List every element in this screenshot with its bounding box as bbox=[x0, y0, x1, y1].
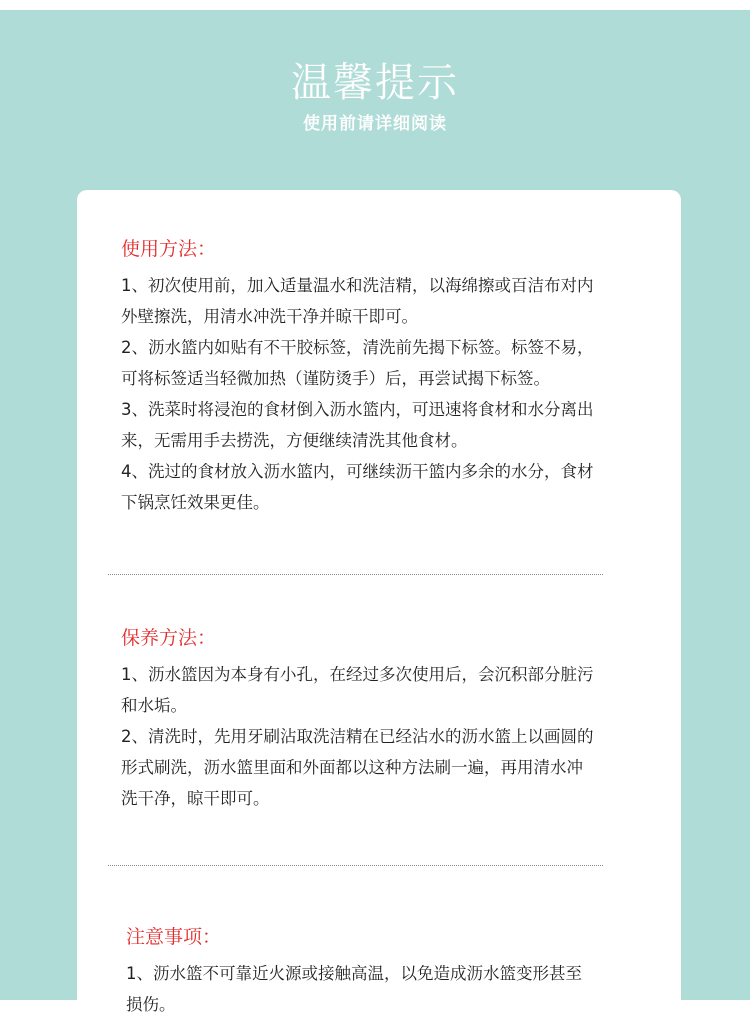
usage-line: 可将标签适当轻微加热（谨防烫手）后，再尝试揭下标签。 bbox=[121, 369, 550, 388]
usage-line: 下锅烹饪效果更佳。 bbox=[121, 493, 270, 512]
maintenance-line: 1、沥水篮因为本身有小孔，在经过多次使用后，会沉积部分脏污 bbox=[121, 665, 594, 684]
section-divider bbox=[108, 574, 603, 575]
maintenance-line: 洗干净，晾干即可。 bbox=[121, 789, 270, 808]
content-card bbox=[77, 190, 681, 1030]
notes-line: 1、沥水篮不可靠近火源或接触高温，以免造成沥水篮变形甚至 bbox=[126, 964, 582, 983]
usage-line: 来，无需用手去捞洗，方便继续清洗其他食材。 bbox=[121, 431, 468, 450]
usage-line: 1、初次使用前，加入适量温水和洗洁精，以海绵擦或百洁布对内 bbox=[121, 276, 594, 295]
notes-line: 损伤。 bbox=[126, 995, 176, 1014]
usage-line: 2、沥水篮内如贴有不干胶标签，清洗前先揭下标签。标签不易， bbox=[121, 338, 594, 357]
usage-line: 外壁擦洗，用清水冲洗干净并晾干即可。 bbox=[121, 307, 418, 326]
section-heading-usage: 使用方法： bbox=[121, 238, 217, 260]
usage-line: 3、洗菜时将浸泡的食材倒入沥水篮内，可迅速将食材和水分离出 bbox=[121, 400, 594, 419]
maintenance-line: 和水垢。 bbox=[121, 696, 187, 715]
usage-line: 4、洗过的食材放入沥水篮内，可继续沥干篮内多余的水分，食材 bbox=[121, 462, 594, 481]
section-heading-notes: 注意事项： bbox=[126, 926, 222, 948]
section-heading-maintenance: 保养方法： bbox=[121, 627, 217, 649]
page-subtitle: 使用前请详细阅读 bbox=[303, 114, 447, 134]
maintenance-line: 2、清洗时，先用牙刷沾取洗洁精在已经沾水的沥水篮上以画圆的 bbox=[121, 727, 594, 746]
section-divider bbox=[108, 865, 603, 866]
maintenance-line: 形式刷洗，沥水篮里面和外面都以这种方法刷一遍，再用清水冲 bbox=[121, 758, 583, 777]
page-background bbox=[0, 10, 750, 1014]
page-title: 温馨提示 bbox=[291, 60, 459, 106]
